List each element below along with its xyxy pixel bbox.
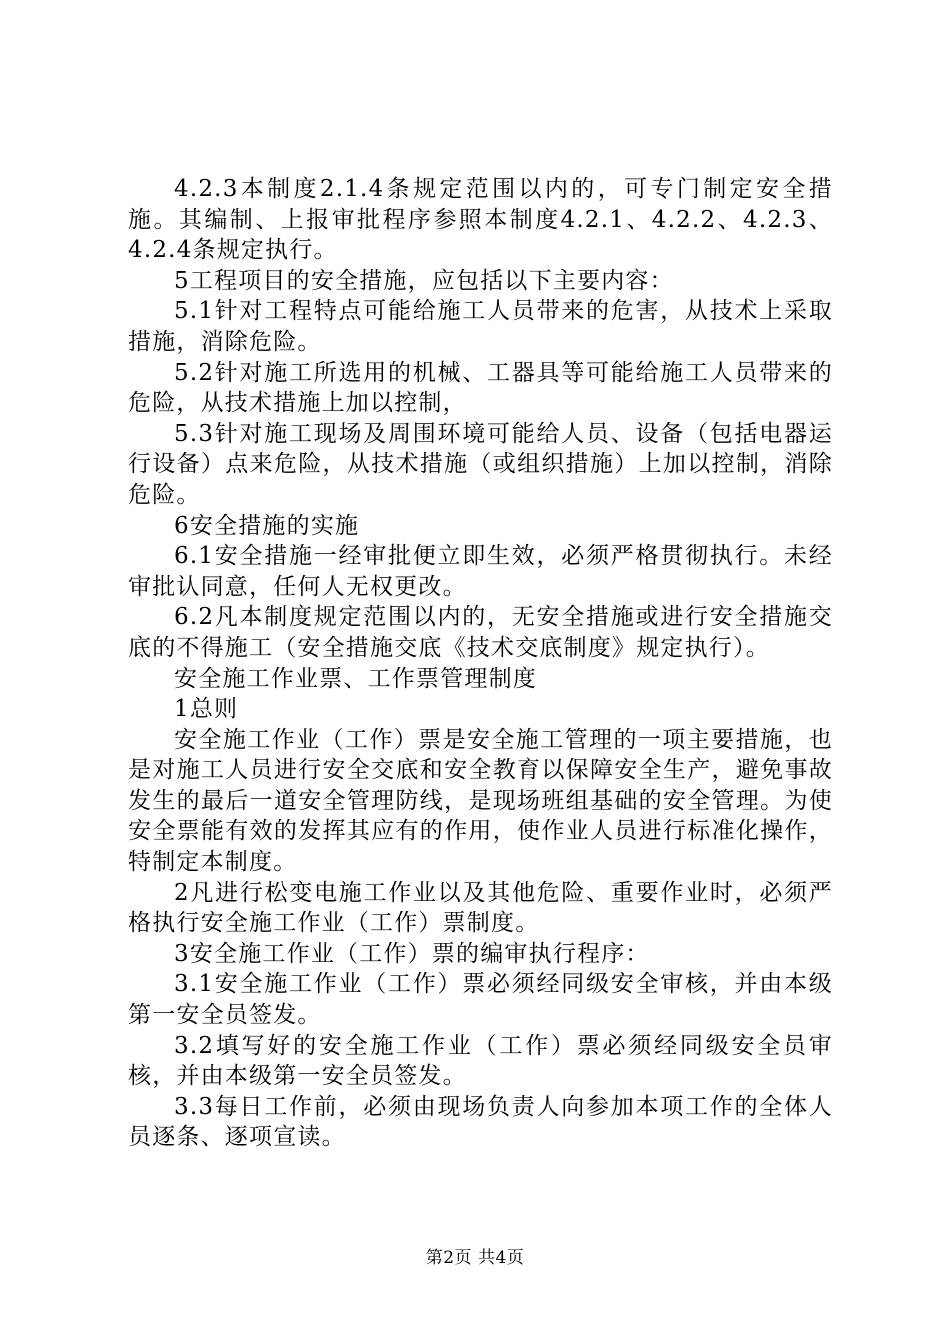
paragraph-3: 3安全施工作业（工作）票的编审执行程序： xyxy=(174,940,650,967)
paragraph-6-2: 6.2凡本制度规定范围以内的，无安全措施或进行安全措施交底的不得施工（安全措施交底《技术交底制度》规定执行）。 xyxy=(128,604,833,661)
paragraph-6: 6安全措施的实施 xyxy=(174,512,360,539)
paragraph-5: 5工程项目的安全措施，应包括以下主要内容： xyxy=(174,267,674,294)
document-body xyxy=(128,174,833,1153)
paragraph-5-2: 5.2针对施工所选用的机械、工器具等可能给施工人员带来的危险，从技术措施上加以控制， xyxy=(128,359,833,417)
paragraph-general: 安全施工作业（工作）票是安全施工管理的一项主要措施，也是对施工人员进行安全交底和安全教育以保障安全生产，避免事故发生的最后一道安全管理防线，是现场班组基础的安全管理。为使安全票能有效的发挥其应有的作用，使作业人员进行标准化操作，特制定本制度。 xyxy=(128,726,833,876)
paragraph-6-1: 6.1安全措施一经审批便立即生效，必须严格贯彻执行。未经审批认同意，任何人无权更改。 xyxy=(128,543,833,600)
paragraph-2: 2凡进行松变电施工作业以及其他危险、重要作业时，必须严格执行安全施工作业（工作）票制度。 xyxy=(128,879,833,937)
paragraph-3-1: 3.1安全施工作业（工作）票必须经同级安全审核，并由本级第一安全员签发。 xyxy=(128,971,833,1029)
paragraph-3-3: 3.3每日工作前，必须由现场负责人向参加本项工作的全体人员逐条、逐项宣读。 xyxy=(128,1093,833,1151)
paragraph-1: 1总则 xyxy=(174,696,239,723)
section-heading: 安全施工作业票、工作票管理制度 xyxy=(174,665,537,692)
paragraph-3-2: 3.2填写好的安全施工作业（工作）票必须经同级安全员审核，并由本级第一安全员签发。 xyxy=(128,1032,833,1090)
paragraph-4-2-3: 4.2.3本制度2.1.4条规定范围以内的，可专门制定安全措施。其编制、上报审批程序参照本制度4.2.1、4.2.2、4.2.3、4.2.4条规定执行。 xyxy=(128,176,833,264)
paragraph-5-3: 5.3针对施工现场及周围环境可能给人员、设备（包括电器运行设备）点来危险，从技术措施（或组织措施）上加以控制，消除危险。 xyxy=(128,420,833,508)
page-number-footer: 第2页 共4页 xyxy=(425,1248,525,1268)
paragraph-5-1: 5.1针对工程特点可能给施工人员带来的危害，从技术上采取措施，消除危险。 xyxy=(128,298,833,355)
